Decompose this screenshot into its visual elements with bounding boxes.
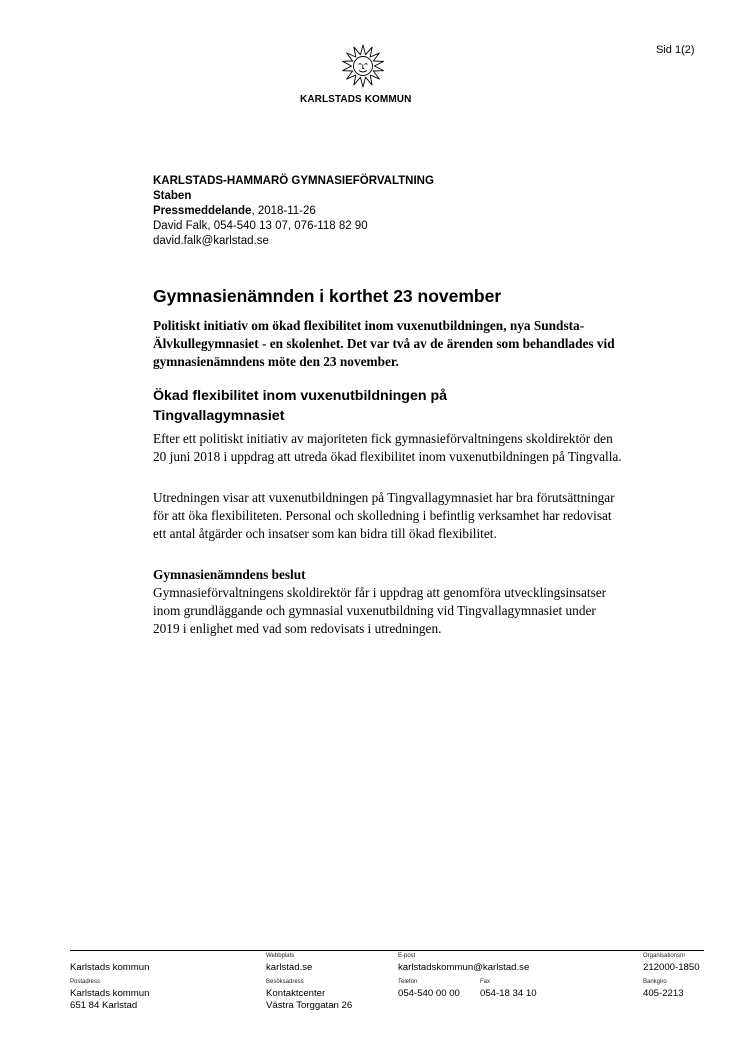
doc-type-line: [153, 204, 434, 219]
footer-visit-line2: Västra Torggatan 26: [266, 1000, 353, 1011]
decision-heading: Gymnasienämndens beslut: [153, 567, 306, 582]
body-paragraph: Efter ett politiskt initiativ av majoriteten fick gymnasieförvaltningens skoldirektör den 20 juni 2018 i uppdrag att utreda ökad flexibilitet inom vuxenutbildningen på Tingvalla.: [153, 431, 622, 464]
footer-orgnr-label: Organisationsnr: [643, 953, 686, 959]
footer-divider: [70, 950, 704, 951]
footer-bank-value: 405-2213: [643, 988, 684, 999]
footer-post-label: Postadress: [70, 979, 101, 985]
department-name: KARLSTADS-HAMMARÖ GYMNASIEFÖRVALTNING: [153, 175, 434, 187]
page-number: Sid 1(2): [656, 44, 695, 56]
footer-post-line2: 651 84 Karlstad: [70, 1000, 138, 1011]
doc-date: , 2018-11-26: [251, 205, 316, 217]
doc-type: Pressmeddelande: [153, 205, 252, 217]
footer-fax-label: Fax: [480, 979, 491, 985]
section-title: Ökad flexibilitet inom vuxenutbildningen på Tingvallagymnasiet: [153, 388, 448, 424]
footer-orgnr-value: 212000-1850: [643, 962, 700, 973]
contact-email: david.falk@karlstad.se: [153, 235, 269, 247]
footer-bank-label: Bankgiro: [643, 979, 667, 985]
footer-email-value: karlstadskommun@karlstad.se: [398, 962, 530, 973]
footer-web-label: Webbplats: [266, 953, 295, 959]
footer-visit-line1: Kontaktcenter: [266, 988, 326, 999]
article-title: Gymnasienämnden i korthet 23 november: [153, 286, 502, 306]
contact-line: David Falk, 054-540 13 07, 076-118 82 90: [153, 220, 368, 232]
footer-phone-value: 054-540 00 00: [398, 988, 460, 999]
body-paragraph: Gymnasieförvaltningens skoldirektör får i uppdrag att genomföra utvecklingsinsatser inom grundläggande och gymnasial vuxenutbildning vid Tingvallagymnasiet under 2019 i enlighet med vad som redovisats i utredningen.: [153, 585, 607, 636]
footer-post-line1: Karlstads kommun: [70, 988, 150, 999]
sun-logo-icon: [340, 43, 386, 89]
body-paragraph: Utredningen visar att vuxenutbildningen på Tingvallagymnasiet har bra förutsättningar för att öka flexibiliteten. Personal och skolledning i befintlig verksamhet har redovisat ett antal åtgärder och insatser som kan bidra till ökad flexibilitet.: [153, 490, 615, 541]
article-ingress: Politiskt initiativ om ökad flexibilitet inom vuxenutbildningen, nya Sundsta-Älvkullegymnasiet - en skolenhet. Det var två av de ärenden som behandlades vid gymnasienämndens möte den 23 november.: [153, 318, 615, 369]
footer-visit-label: Besöksadress: [266, 979, 304, 985]
footer-email-label: E-post: [398, 953, 416, 959]
sender-block: [153, 174, 434, 249]
footer-phone-label: Telefon: [398, 979, 418, 985]
unit-name: Staben: [153, 190, 192, 202]
footer-org-name: Karlstads kommun: [70, 962, 150, 973]
footer-web-value: karlstad.se: [266, 962, 313, 973]
org-name: KARLSTADS KOMMUN: [300, 94, 412, 105]
footer-fax-value: 054-18 34 10: [480, 988, 537, 999]
